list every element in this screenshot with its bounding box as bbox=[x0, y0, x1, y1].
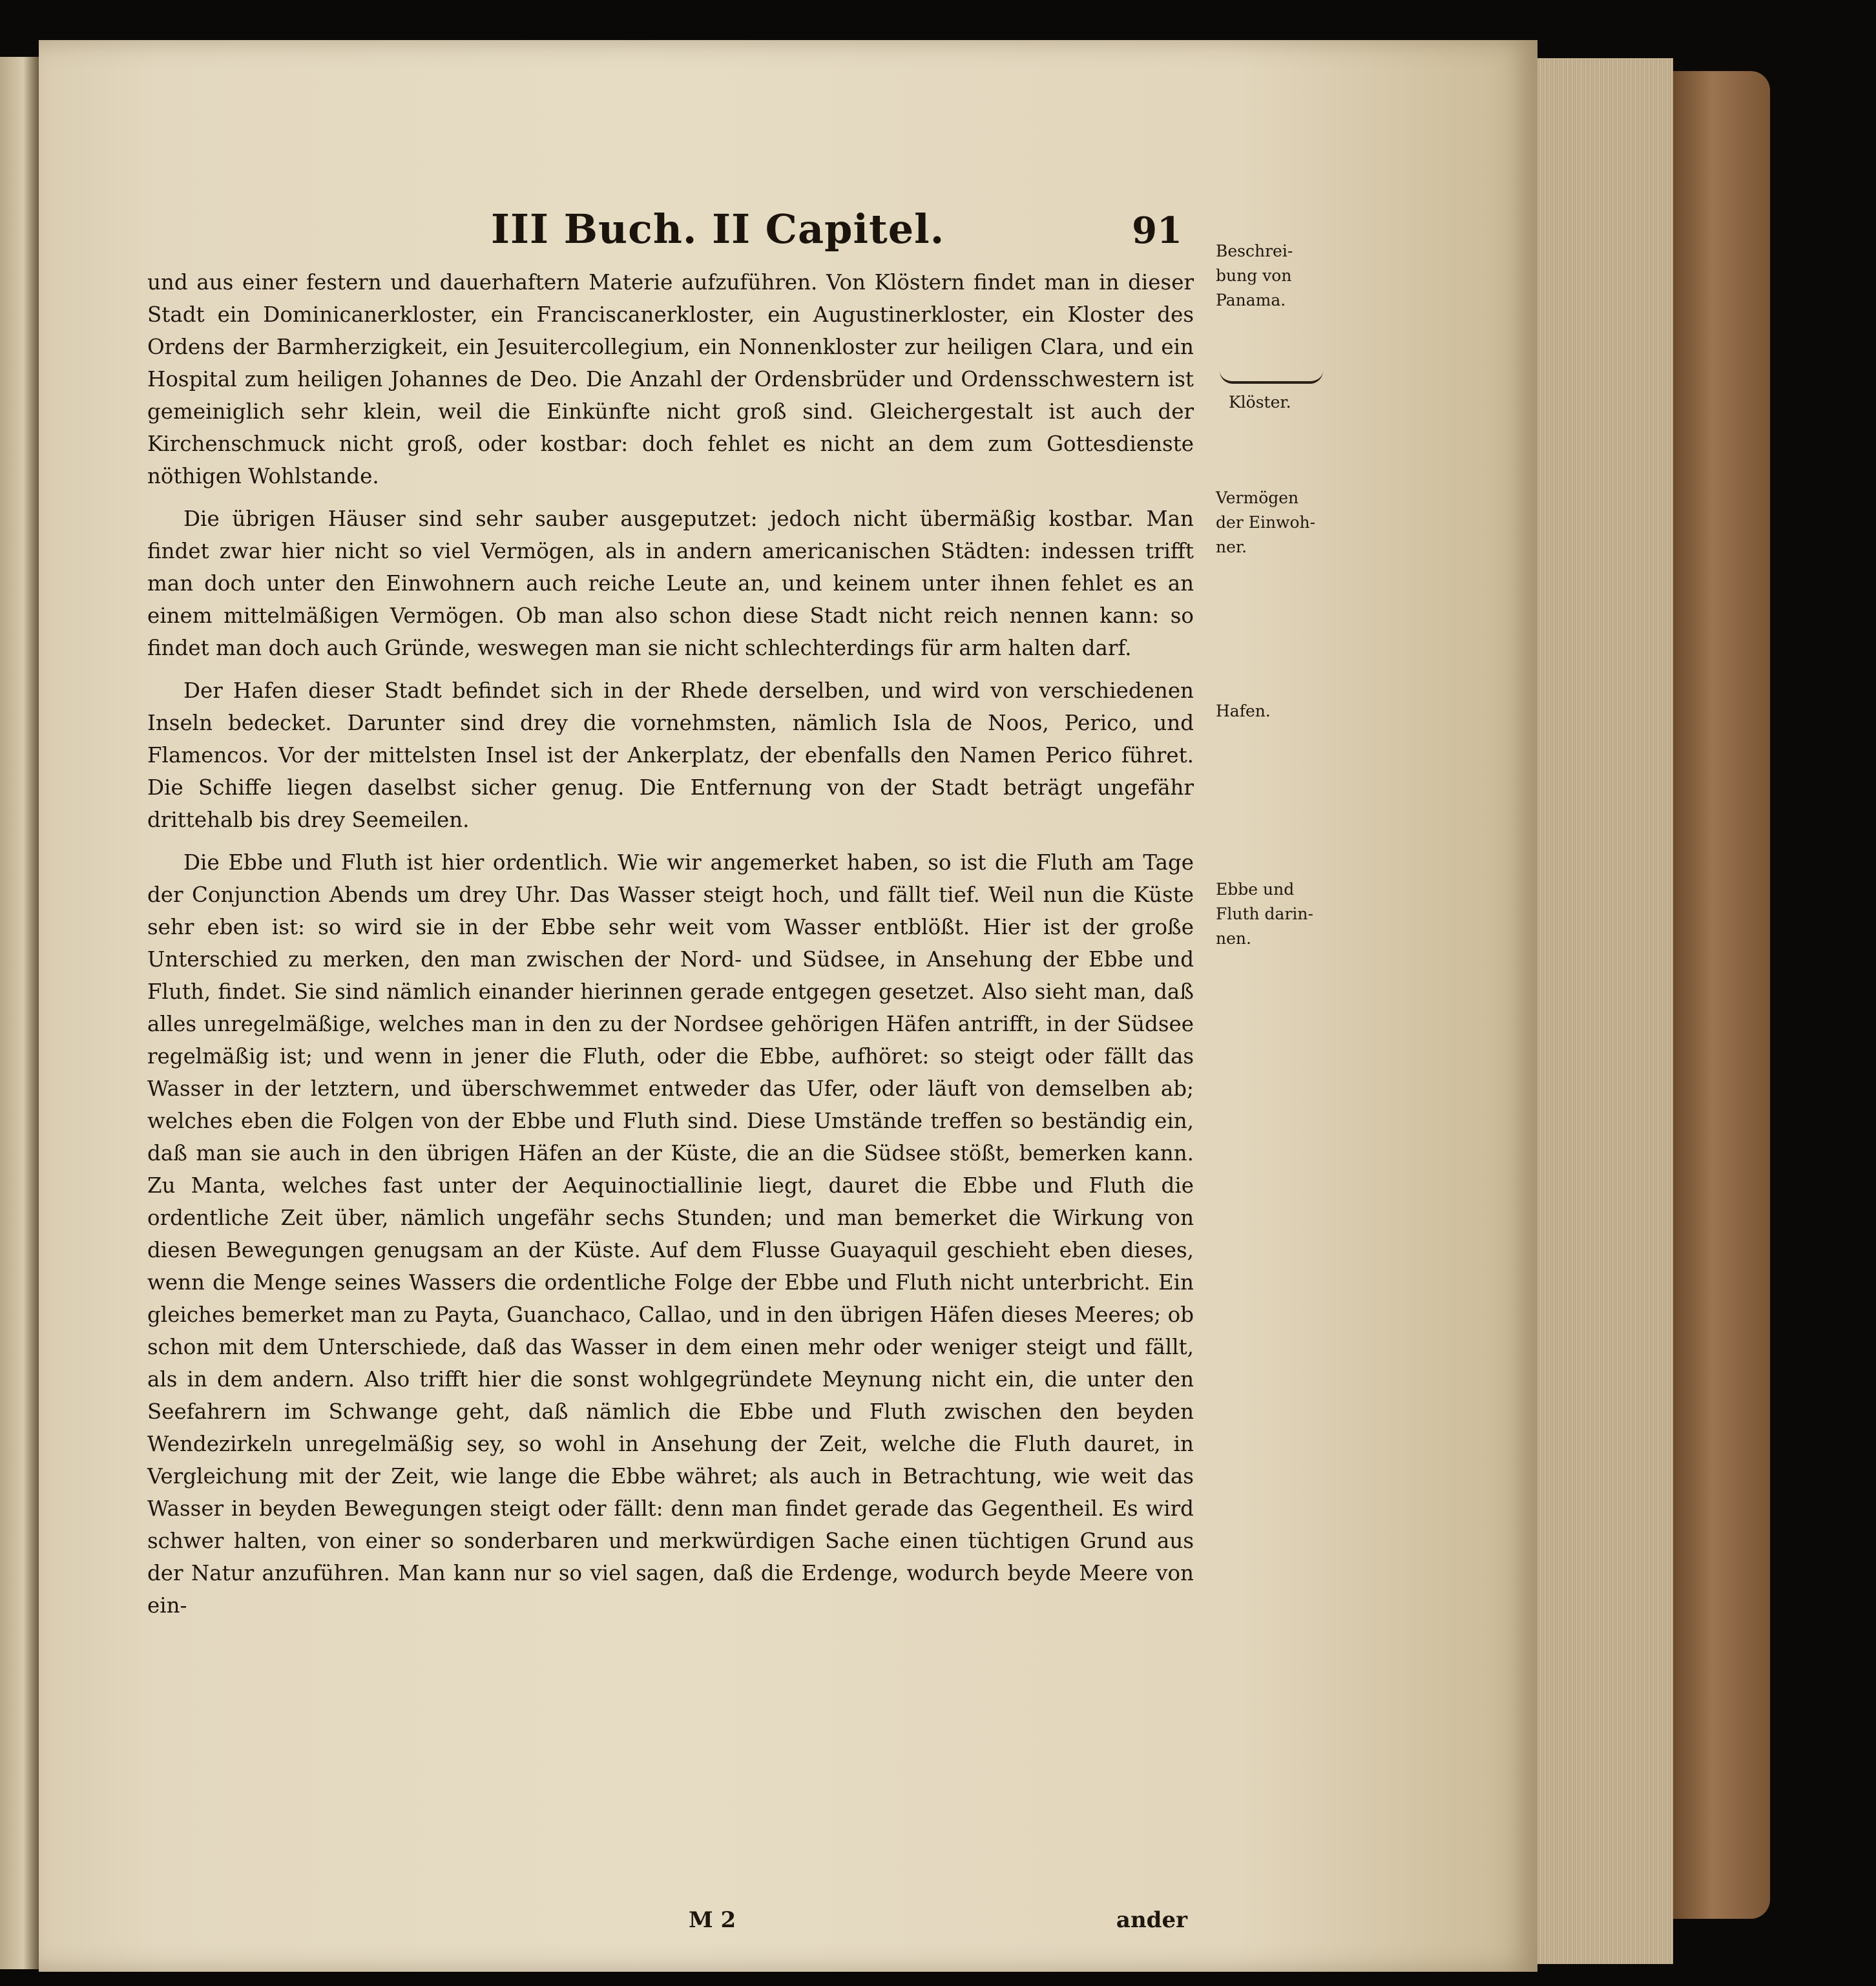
paragraph-4: Die Ebbe und Fluth ist hier ordentlich. Wie wir angemerket haben, so ist die Fluth am Tage der Conjunction Abends um drey Uhr. Das Wasser steigt hoch, und fällt tief. Weil nun die Küste sehr eben ist: so wird sie in der Ebbe sehr weit vom Wasser entblößt. Hier ist der große Unterschied zu merken, den man zwischen der Nord- und Südsee, in Ansehung der Ebbe und Fluth, findet. Sie sind nämlich einander hierinnen gerade entgegen gesetzet. Also sieht man, daß alles unregelmäßige, welches man in den zu der Nordsee gehörigen Häfen antrifft, in der Südsee regelmäßig ist; und wenn in jener die Fluth, oder die Ebbe, aufhöret: so steigt oder fällt das Wasser in der letztern, und überschwemmet entweder das Ufer, oder läuft von demselben ab; welches eben die Folgen von der Ebbe und Fluth sind. Diese Umstände treffen so beständig ein, daß man sie auch in den übrigen Häfen an der Küste, die an die Südsee stößt, bemerken kann. Zu Manta, welches fast unter der Aequinoctiallinie liegt, dauret die Ebbe und Fluth die ordentliche Zeit über, nämlich ungefähr sechs Stunden; und man bemerket die Wirkung von diesen Bewegungen genugsam an der Küste. Auf dem Flusse Guayaquil geschieht eben dieses, wenn die Menge seines Wassers die ordentliche Folge der Ebbe und Fluth nicht unterbricht. Ein gleiches bemerket man zu Payta, Guanchaco, Callao, und in den übrigen Häfen dieses Meeres; ob schon mit dem Unterschiede, daß das Wasser in dem einen mehr oder weniger steigt und fällt, als in dem andern. Also trifft hier die sonst wohlgegründete Meynung nicht ein, die unter den Seefahrern im Schwange geht, daß nämlich die Ebbe und Fluth zwischen den beyden Wendezirkeln unregelmäßig sey, so wohl in Ansehung der Zeit, welche die Fluth dauret, in Vergleichung mit der Zeit, wie lange die Ebbe währet; als auch in Betrachtung, wie weit das Wasser in beyden Bewegungen steigt oder fällt: denn man findet gerade das Gegentheil. Es wird schwer halten, von einer so sonderbaren und merkwürdigen Sache einen tüchtigen Grund aus der Natur anzuführen. Man kann nur so viel sagen, daß die Erdenge, wodurch beyde Meere von ein- bbox=[147, 850, 1194, 1618]
marginal-note-harbour bbox=[1216, 699, 1332, 724]
marginal-line: der Einwoh- bbox=[1216, 513, 1316, 532]
page-footer bbox=[147, 1907, 1194, 1946]
marginal-line: nen. bbox=[1216, 929, 1251, 948]
signature-mark: M 2 bbox=[689, 1907, 736, 1933]
paragraph-1: und aus einer festern und dauerhaftern Materie aufzuführen. Von Klöstern findet man in dieser Stadt ein Dominicanerkloster, ein Franciscanerkloster, ein Augustinerkloster, ein Kloster des Ordens der Barmherzigkeit, ein Jesuitercollegium, ein Nonnenkloster zur heiligen Clara, und ein Hospital zum heiligen Johannes de Deo. Die Anzahl der Ordensbrüder und Ordensschwestern ist gemeiniglich sehr klein, weil die Einkünfte nicht groß sind. Gleichergestalt ist auch der Kirchenschmuck nicht groß, oder kostbar: doch fehlet es nicht an dem zum Gottesdienste nöthigen Wohlstande. bbox=[147, 270, 1194, 488]
marginal-note-wealth bbox=[1216, 486, 1332, 559]
marginal-line: Panama. bbox=[1216, 291, 1286, 309]
catchword: ander bbox=[1116, 1907, 1187, 1933]
book-cover bbox=[1673, 71, 1770, 1919]
paragraph-3: Der Hafen dieser Stadt befindet sich in der Rhede derselben, und wird von verschiedenen Inseln bedecket. Darunter sind drey die vornehmsten, nämlich Isla de Noos, Perico, und Flamencos. Vor der mittelsten Insel ist der Ankerplatz, der ebenfalls den Namen Perico führet. Die Schiffe liegen daselbst sicher genug. Die Entfernung von der Stadt beträgt ungefähr drittehalb bis drey Seemeilen. bbox=[147, 678, 1194, 832]
page-block-edges bbox=[1537, 58, 1673, 1964]
marginal-line: Fluth darin- bbox=[1216, 904, 1313, 923]
left-page-edge bbox=[0, 57, 39, 1969]
marginal-note-tides bbox=[1216, 877, 1332, 951]
marginal-line: Klöster. bbox=[1229, 393, 1291, 412]
page-number: 91 bbox=[1132, 209, 1182, 252]
page-header bbox=[401, 194, 1208, 258]
marginal-line: bung von bbox=[1216, 266, 1292, 285]
left-page-fragment bbox=[4, 134, 32, 1814]
marginal-line: Ebbe und bbox=[1216, 880, 1295, 899]
right-page bbox=[39, 40, 1537, 1972]
marginal-line: Vermögen bbox=[1216, 488, 1299, 507]
running-head: III Buch. II Capitel. bbox=[491, 205, 945, 253]
paragraph-2: Die übrigen Häuser sind sehr sauber ausgeputzet: jedoch nicht übermäßig kostbar. Man findet zwar hier nicht so viel Vermögen, als in andern americanischen Städten: indessen trifft man doch unter den Einwohnern auch reiche Leute an, und keinem unter ihnen fehlet es an einem mittelmäßigen Vermögen. Ob man also schon diese Stadt nicht reich nennen kann: so findet man doch auch Gründe, weswegen man sie nicht schlechterdings für arm halten darf. bbox=[147, 507, 1194, 660]
main-text bbox=[147, 266, 1194, 1920]
marginal-line: Hafen. bbox=[1216, 702, 1271, 720]
marginal-brace bbox=[1220, 371, 1323, 384]
marginal-line: Beschrei- bbox=[1216, 242, 1293, 260]
marginal-note-description bbox=[1216, 239, 1332, 313]
marginal-note-monasteries bbox=[1216, 390, 1332, 415]
marginal-line: ner. bbox=[1216, 538, 1247, 556]
